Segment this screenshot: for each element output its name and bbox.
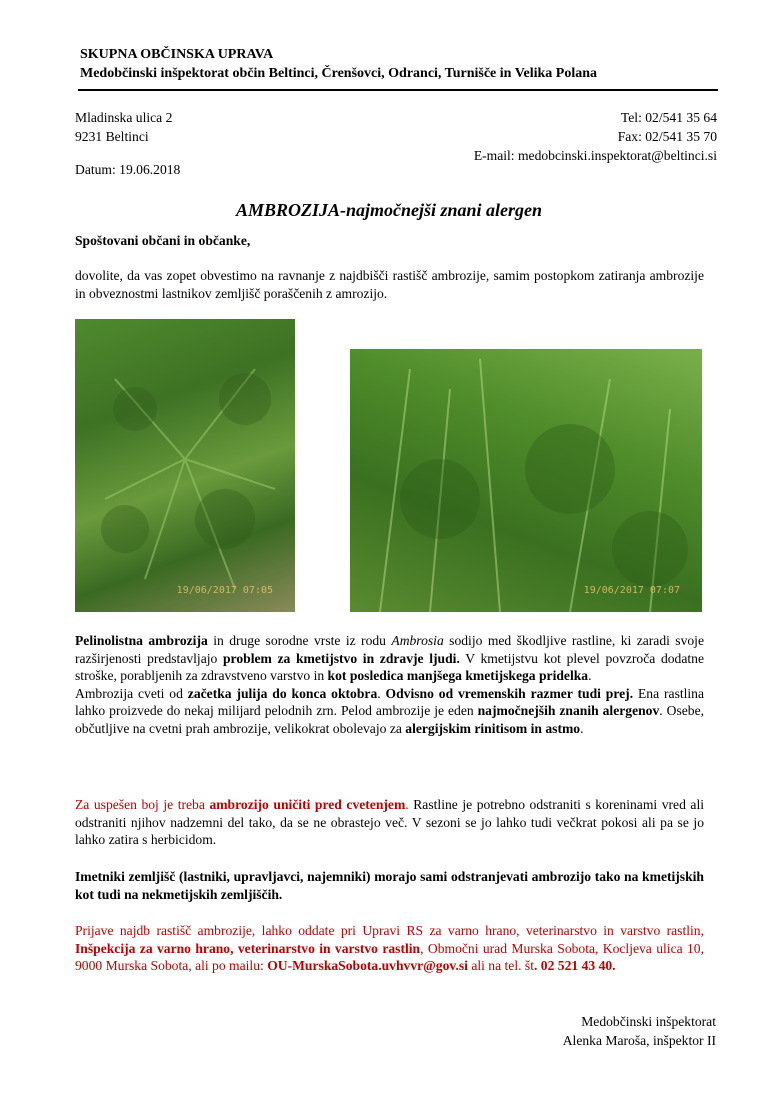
document-date: Datum: 19.06.2018 — [75, 162, 181, 177]
org-subtitle: Medobčinski inšpektorat občin Beltinci, Črenšovci, Odranci, Turnišče in Velika Polana — [80, 66, 598, 81]
photo-timestamp: 19/06/2017 07:05 — [176, 585, 273, 596]
ragweed-photo-2 — [350, 349, 702, 612]
contact-email: E-mail: medobcinski.inspektorat@beltinci.si — [473, 148, 717, 163]
plant-field-illustration — [350, 349, 702, 612]
contact-tel: Tel: 02/541 35 64 — [620, 110, 717, 125]
greeting: Spoštovani občani in občanke, — [75, 233, 251, 248]
contact-fax: Fax: 02/541 35 70 — [617, 129, 717, 144]
info-paragraph: Pelinolistna ambrozija in druge sorodne vrste iz rodu Ambrosia sodijo med škodljive rastline, ki zaradi svoje razširjenosti predstavljajo problem za kmetijstvo in zdravje ljudi. V kmetijstvu kot plevel povzroča dodatne stroške, porabljenih za zdravstveno varstvo in kot posledica manjšega kmetijskega pridelka. Ambrozija cveti od začetka julija do konca oktobra. Odvisno od vremenskih razmer tudi prej. Ena rastlina lahko proizvede do nekaj milijard pelodnih zrn. Pelod ambrozije je eden najmočnejših znanih alergenov. Osebe, občutljive na cvetni prah ambrozije, velikokrat obolevajo za alergijskim rinitisom in astmo. — [75, 633, 705, 736]
address-block — [75, 108, 172, 146]
signature-name: Alenka Maroša, inšpektor II — [562, 1033, 716, 1048]
address-street: Mladinska ulica 2 — [75, 110, 173, 125]
org-name: SKUPNA OBČINSKA UPRAVA — [80, 47, 274, 62]
signature-office: Medobčinski inšpektorat — [581, 1014, 716, 1029]
report-phone: . 02 521 43 40. — [534, 958, 616, 973]
photo-timestamp: 19/06/2017 07:07 — [583, 585, 680, 596]
report-paragraph: Prijave najdb rastišč ambrozije, lahko oddate pri Upravi RS za varno hrano, veterinarstvo in varstvo rastlin, Inšpekcija za varno hrano, veterinarstvo in varstvo rastlin, Območni urad Murska Sobota, Kocljeva ulica 10, 9000 Murska Sobota, ali po mailu: OU-MurskaSobota.uvhvvr@gov.si ali na tel. št. 02 521 43 40. — [75, 923, 704, 973]
page-title: AMBROZIJA-najmočnejši znani alergen — [235, 200, 543, 220]
contact-block — [474, 108, 717, 165]
report-email[interactable]: OU-MurskaSobota.uvhvvr@gov.si — [267, 958, 468, 973]
intro-paragraph: dovolite, da vas zopet obvestimo na ravnanje z najdbišči rastišč ambrozije, samim postopkom zatiranja ambrozije in obveznostmi lastnikov zemljišč poraščenih z amrozijo. — [75, 268, 704, 301]
ragweed-photo-1 — [75, 319, 295, 612]
term-ragweed: Pelinolistna ambrozija — [75, 633, 208, 648]
plant-leaves-illustration — [75, 319, 295, 612]
genus-name: Ambrosia — [391, 633, 444, 648]
obligation-paragraph: Imetniki zemljišč (lastniki, upravljavci, najemniki) morajo sami odstranjevati ambrozijo tako na kmetijskih kot tudi na nekmetijskih zemljiščih. — [75, 869, 704, 902]
header-divider — [78, 89, 718, 91]
address-city: 9231 Beltinci — [75, 129, 149, 144]
signature-block — [563, 1012, 716, 1050]
removal-paragraph: Za uspešen boj je treba ambrozijo uničiti pred cvetenjem. Rastline je potrebno odstraniti s koreninami vred ali odstraniti njihov nadzemni del tako, da se ne obrastejo več. V sezoni se jo lahko tudi večkrat pokosi ali pa se jo lahko zatira s herbicidom. — [75, 797, 705, 847]
